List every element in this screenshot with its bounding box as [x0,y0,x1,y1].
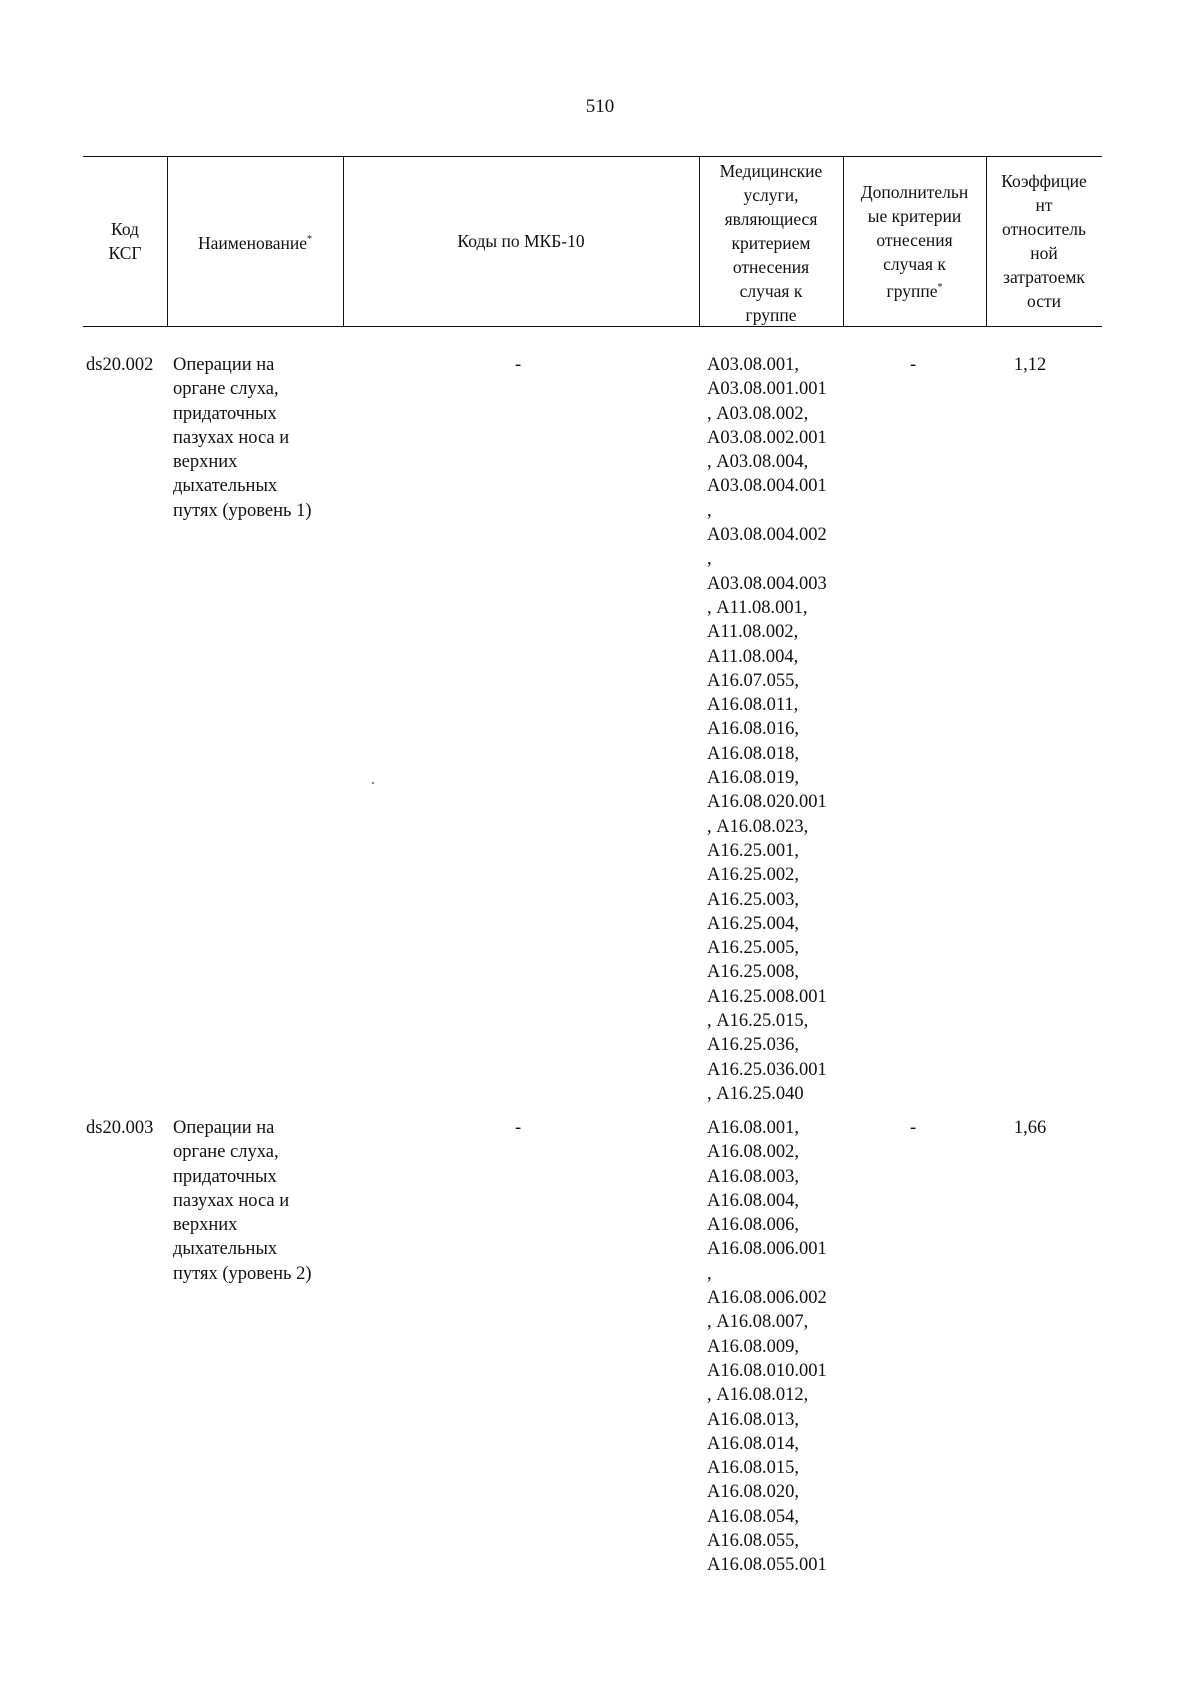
header-services-line: Медицинские [719,161,823,181]
header-coef-line: ости [1027,291,1061,311]
header-services-line: группе [745,305,797,325]
header-code [83,156,167,326]
footnote-mark: * [937,281,943,293]
header-code-line: Код [111,219,139,239]
header-name [167,156,343,326]
header-coef-line: относитель [1002,219,1086,239]
header-additional-line-last [861,276,969,303]
header-coef-line: ной [1030,243,1058,263]
row-mkb-codes: - [515,355,522,375]
footnote-mark: * [307,233,313,245]
row-services: А03.08.001, А03.08.001.001 , А03.08.002, А03.08.002.001 , А03.08.004, А03.08.004.001 , А03.08.004.002 , А03.08.004.003 , А11.08.001, А11.08.002, А11.08.004, А16.07.055, А16.08.011, А16.08.016, А16.08.018, А16.08.019, А16.08.020.001 , А16.08.023, А16.25.001, А16.25.002, А16.25.003, А16.25.004, А16.25.005, А16.25.008, А16.25.008.001 , А16.25.015, А16.25.036, А16.25.036.001 , А16.25.040 [707,355,827,1104]
scan-speck [372,782,374,784]
row-coefficient: 1,12 [1013,355,1047,375]
header-additional-line: случая к [883,253,946,274]
row-code: ds20.002 [86,355,154,375]
row-mkb-codes: - [515,1118,522,1138]
row-name: Операции на органе слуха, придаточных пазухах носа и верхних дыхательных путях (уровень 1) [173,355,312,521]
header-additional-line: Дополнительн [860,181,969,202]
header-additional [843,156,986,326]
header-additional-line: ые критерии [867,205,962,226]
page-number: 510 [585,96,615,117]
header-services-line: услуги, [743,185,799,205]
header-services [699,158,843,328]
header-services-line: критерием [731,233,811,253]
header-services-line: являющиеся [724,209,818,229]
header-coefficient [986,156,1102,326]
header-bottom-rule [83,326,1102,327]
header-code-line: КСГ [108,243,142,263]
header-coef-line: нт [1035,195,1053,215]
row-coefficient: 1,66 [1013,1118,1047,1138]
header-mkb-label: Коды по МКБ-10 [457,231,585,251]
row-code: ds20.003 [86,1118,154,1138]
header-coef-line: Коэффицие [1001,171,1087,191]
header-coef-line: затратоемк [1003,267,1085,287]
row-services: А16.08.001, А16.08.002, А16.08.003, А16.08.004, А16.08.006, А16.08.006.001 , А16.08.006.002 , А16.08.007, А16.08.009, А16.08.010.001 , А16.08.012, А16.08.013, А16.08.014, А16.08.015, А16.08.020, А16.08.054, А16.08.055, А16.08.055.001 [707,1118,827,1576]
row-name: Операции на органе слуха, придаточных пазухах носа и верхних дыхательных путях (уровень 2) [173,1118,312,1284]
header-name-label: Наименование [197,232,308,253]
header-additional-line: отнесения [876,229,953,250]
header-additional-line: группе [886,280,938,301]
header-services-line: отнесения [732,257,810,277]
header-mkb [343,156,699,326]
row-additional-criteria: - [910,1118,917,1138]
header-services-line: случая к [739,281,803,301]
row-additional-criteria: - [910,355,917,375]
